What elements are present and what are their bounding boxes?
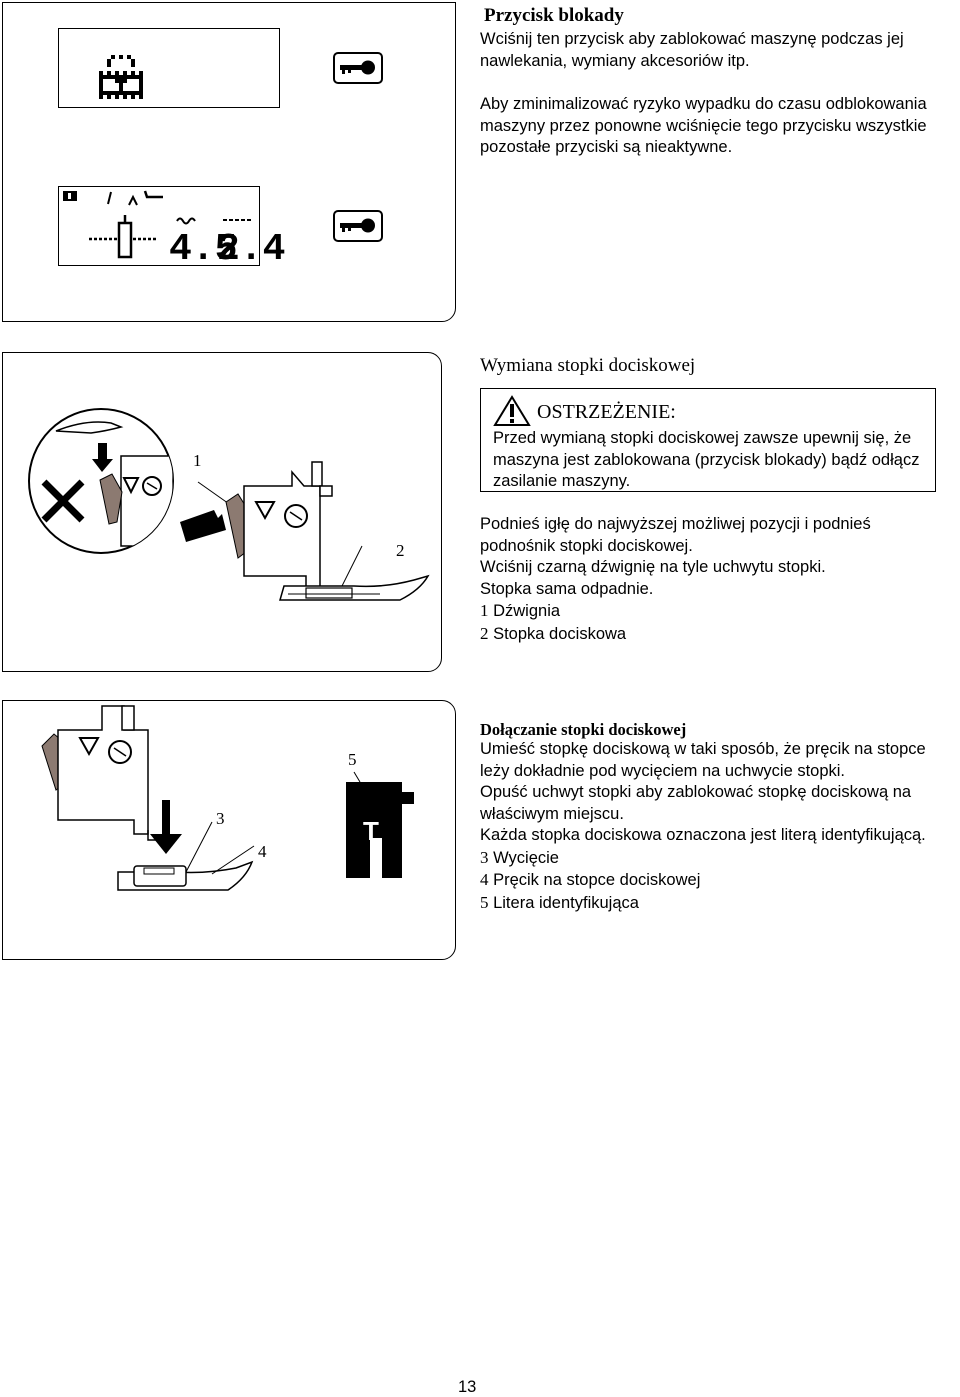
- legend-item: [480, 869, 958, 892]
- warning-box: [480, 388, 936, 492]
- removal-step-2: Wciśnij czarną dźwignię na tyle uchwytu stopki.: [480, 558, 826, 576]
- lcd-display-stitch: [58, 186, 286, 271]
- lock-button-2[interactable]: [333, 210, 383, 242]
- presser-foot-attach-illustration: [36, 706, 296, 926]
- attach-step-2: Opuść uchwyt stopki aby zablokować stopkę dociskową na właściwym miejscu.: [480, 783, 912, 823]
- identification-letter: T: [363, 816, 379, 846]
- attach-step-3: Każda stopka dociskowa oznaczona jest literą identyfikującą.: [480, 826, 926, 844]
- legend-item: [480, 600, 920, 623]
- page-number: 13: [458, 1378, 477, 1396]
- section-title-attach-foot: Dołączanie stopki dociskowej: [480, 720, 687, 739]
- warning-title: OSTRZEŻENIE:: [537, 401, 676, 423]
- legend-number: 1: [480, 601, 489, 620]
- attach-instructions: [480, 739, 958, 914]
- legend-label: Dźwignia: [493, 602, 561, 620]
- stitch-settings-graphic: [59, 187, 286, 271]
- cross-mark-icon: [38, 476, 88, 526]
- legend-label: Pręcik na stopce dociskowej: [493, 871, 701, 889]
- lock-paragraph-1: Wciśnij ten przycisk aby zablokować maszynę podczas jej nawlekania, wymiany akcesoriów itp.: [480, 30, 904, 70]
- lock-paragraph-2: Aby zminimalizować ryzyko wypadku do czasu odblokowania maszyny przez ponowne wciśnięcie tego przycisku wszystkie pozostałe przyciski są nieaktywne.: [480, 95, 927, 156]
- callout-1: 1: [193, 451, 202, 470]
- lcd-display-locked: [58, 28, 280, 108]
- callout-5: 5: [348, 750, 357, 769]
- key-icon: [338, 216, 378, 236]
- legend-number: 3: [480, 847, 489, 867]
- lock-description: [480, 29, 952, 159]
- attach-step-1: Umieść stopkę dociskową w taki sposób, że pręcik na stopce leży dokładnie pod wycięciem na uchwycie stopki.: [480, 740, 926, 780]
- legend-label: Litera identyfikująca: [493, 893, 639, 912]
- warning-text: Przed wymianą stopki dociskowej zawsze upewnij się, że maszyna jest zablokowana (przycisk blokady) bądź odłącz zasilanie maszyny.: [493, 429, 920, 490]
- legend-label: Wycięcie: [493, 848, 559, 867]
- callout-4: 4: [258, 842, 267, 861]
- callout-3: 3: [216, 809, 225, 828]
- removal-instructions: [480, 514, 920, 645]
- legend-label: Stopka dociskowa: [493, 624, 627, 643]
- stitch-width-value: 4.5: [169, 228, 238, 271]
- callout-2: 2: [396, 541, 405, 560]
- legend-item: [480, 623, 920, 646]
- removal-step-3: Stopka sama odpadnie.: [480, 579, 654, 598]
- stitch-length-value: 2.4: [217, 228, 286, 271]
- legend-number: 2: [480, 623, 489, 643]
- legend-number: 4: [480, 870, 489, 889]
- section-title-lock: Przycisk blokady: [484, 5, 624, 26]
- legend-item: [480, 892, 958, 915]
- section-title-change-foot: Wymiana stopki dociskowej: [480, 355, 696, 376]
- foot-sole-illustration: [340, 772, 420, 882]
- lock-icon: [99, 55, 147, 103]
- legend-number: 5: [480, 892, 489, 912]
- key-icon: [338, 58, 378, 78]
- legend-item: [480, 847, 958, 870]
- warning-triangle-icon: [493, 395, 531, 427]
- lock-button[interactable]: [333, 52, 383, 84]
- removal-step-1: Podnieś igłę do najwyższej możliwej pozycji i podnieś podnośnik stopki dociskowej.: [480, 515, 871, 555]
